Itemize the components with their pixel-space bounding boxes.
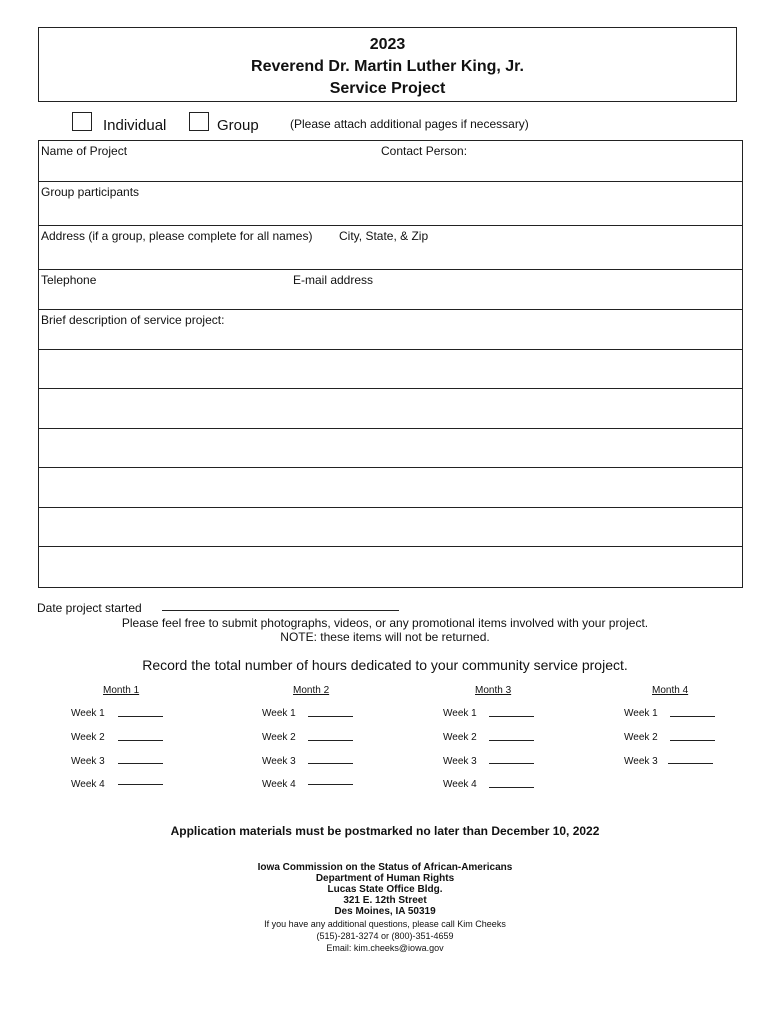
week-hours-line[interactable]: [489, 716, 534, 717]
week-label: Week 3: [262, 756, 296, 767]
week-hours-line[interactable]: [118, 784, 163, 785]
description-line[interactable]: [39, 429, 742, 468]
week-label: Week 1: [262, 708, 296, 719]
row-telephone-email[interactable]: [39, 270, 742, 310]
city-state-zip-label: City, State, & Zip: [339, 229, 429, 243]
description-line[interactable]: [39, 508, 742, 547]
questions-note: If you have any additional questions, please call Kim Cheeks: [264, 919, 506, 929]
week-label: Week 1: [443, 708, 477, 719]
group-checkbox[interactable]: [189, 112, 209, 131]
street-address: 321 E. 12th Street: [343, 895, 427, 906]
week-label: Week 1: [624, 708, 658, 719]
week-label: Week 1: [71, 708, 105, 719]
attach-note: (Please attach additional pages if necessary): [290, 117, 529, 131]
week-label: Week 2: [624, 732, 658, 743]
row-description[interactable]: [39, 310, 742, 350]
row-group-participants[interactable]: [39, 182, 742, 226]
telephone-label: Telephone: [41, 273, 97, 287]
dept-name: Department of Human Rights: [315, 873, 455, 884]
project-form: [38, 140, 743, 588]
submit-note: Please feel free to submit photographs, videos, or any promotional items involved with your project.: [121, 616, 649, 630]
month-label: Month 1: [103, 685, 140, 696]
building-name: Lucas State Office Bldg.: [327, 884, 443, 895]
week-hours-line[interactable]: [308, 784, 353, 785]
week-hours-line[interactable]: [489, 740, 534, 741]
email-label: E-mail address: [293, 273, 374, 287]
individual-label: Individual: [103, 117, 167, 134]
description-line[interactable]: [39, 389, 742, 429]
week-label: Week 3: [71, 756, 105, 767]
title-year: 2023: [369, 36, 406, 53]
individual-checkbox[interactable]: [72, 112, 92, 131]
week-hours-line[interactable]: [308, 740, 353, 741]
week-hours-line[interactable]: [489, 763, 534, 764]
title-name: Reverend Dr. Martin Luther King, Jr.: [251, 58, 524, 75]
title-box: [38, 27, 737, 102]
week-label: Week 3: [443, 756, 477, 767]
title-project: Service Project: [329, 80, 446, 97]
phone-numbers: (515)-281-3274 or (800)-351-4659: [316, 931, 454, 941]
contact-email: Email: kim.cheeks@iowa.gov: [326, 943, 444, 953]
week-hours-line[interactable]: [489, 787, 534, 788]
name-of-project-label: Name of Project: [41, 144, 128, 158]
date-started-label: Date project started: [37, 601, 142, 615]
week-label: Week 2: [262, 732, 296, 743]
date-started-line[interactable]: [162, 610, 399, 611]
contact-person-label: Contact Person:: [381, 144, 468, 158]
month-label: Month 2: [293, 685, 330, 696]
week-hours-line[interactable]: [308, 716, 353, 717]
week-label: Week 4: [443, 779, 477, 790]
week-label: Week 2: [71, 732, 105, 743]
week-hours-line[interactable]: [670, 716, 715, 717]
description-label: Brief description of service project:: [41, 313, 225, 327]
group-participants-label: Group participants: [41, 185, 140, 199]
week-hours-line[interactable]: [118, 716, 163, 717]
org-name: Iowa Commission on the Status of African-Americans: [257, 862, 513, 873]
row-name-contact[interactable]: [39, 141, 742, 182]
address-label: Address (if a group, please complete for all names): [41, 229, 313, 243]
week-hours-line[interactable]: [118, 763, 163, 764]
month-label: Month 4: [652, 685, 689, 696]
group-label: Group: [217, 117, 259, 134]
deadline-notice: Application materials must be postmarked no later than December 10, 2022: [170, 824, 600, 838]
week-hours-line[interactable]: [668, 763, 713, 764]
week-hours-line[interactable]: [308, 763, 353, 764]
row-address[interactable]: [39, 226, 742, 270]
description-line[interactable]: [39, 547, 742, 587]
week-label: Week 4: [262, 779, 296, 790]
description-line[interactable]: [39, 468, 742, 508]
return-note: NOTE: these items will not be returned.: [280, 630, 490, 644]
week-hours-line[interactable]: [118, 740, 163, 741]
hours-heading: Record the total number of hours dedicated to your community service project.: [142, 657, 628, 673]
week-label: Week 2: [443, 732, 477, 743]
description-line[interactable]: [39, 350, 742, 389]
month-label: Month 3: [475, 685, 512, 696]
city-address: Des Moines, IA 50319: [334, 906, 436, 917]
week-label: Week 4: [71, 779, 105, 790]
week-hours-line[interactable]: [670, 740, 715, 741]
week-label: Week 3: [624, 756, 658, 767]
